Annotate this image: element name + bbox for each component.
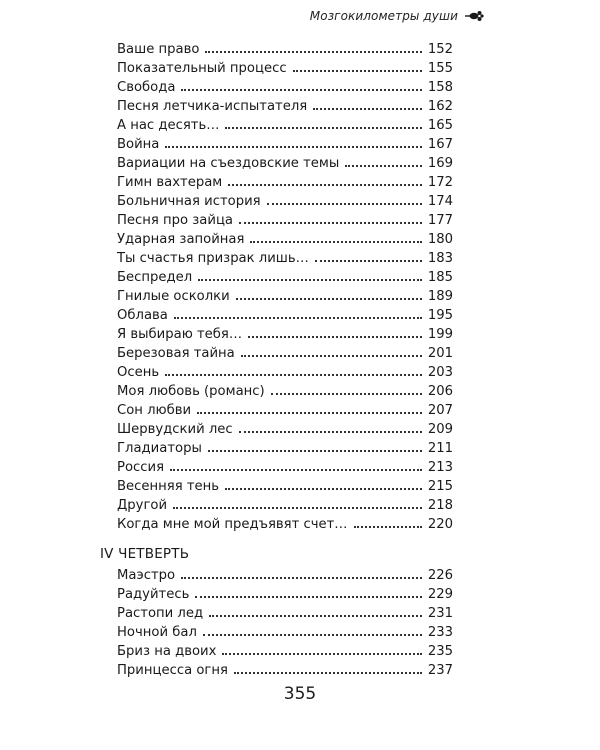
dot-leader [250, 241, 421, 243]
section-heading: IV ЧЕТВЕРТЬ [100, 546, 190, 562]
toc-entry-page: 229 [427, 587, 453, 602]
toc-entry-page: 174 [427, 194, 453, 209]
toc-entry-title: Шервудский лес [117, 422, 233, 437]
toc-entry-page: 152 [427, 42, 453, 57]
toc-entry-page: 213 [427, 460, 453, 475]
page-number: 355 [283, 684, 317, 704]
toc-entry[interactable] [117, 602, 453, 621]
toc-entry[interactable] [117, 456, 453, 475]
toc-entry[interactable] [117, 475, 453, 494]
toc-entry-page: 155 [427, 61, 453, 76]
toc-entry-page: 220 [427, 517, 453, 532]
toc-entry-page: 233 [427, 625, 453, 640]
toc-entry-title: Песня про зайца [117, 213, 234, 228]
toc-entry[interactable] [117, 323, 453, 342]
running-head-title: Мозгокилометры души [309, 9, 458, 23]
dot-leader [239, 431, 422, 433]
dot-leader [173, 507, 422, 509]
toc-entry[interactable] [117, 209, 453, 228]
toc-entry[interactable] [117, 38, 453, 57]
toc-entry-title: Принцесса огня [117, 663, 228, 678]
toc-entry[interactable] [117, 418, 453, 437]
toc-entry-title: Ты счастья призрак лишь… [117, 251, 309, 266]
dot-leader [165, 146, 421, 148]
toc-entry-page: 211 [427, 441, 453, 456]
toc-entry-title: Ночной бал [117, 625, 197, 640]
dot-leader [181, 577, 422, 579]
dot-leader [181, 89, 421, 91]
toc-entry[interactable] [117, 266, 453, 285]
dot-leader [293, 70, 422, 72]
dot-leader [170, 469, 422, 471]
toc-entry[interactable] [117, 361, 453, 380]
toc-entry-page: 183 [427, 251, 453, 266]
toc-entry-title: Сон любви [117, 403, 192, 418]
toc-entry-title: Гнилые осколки [117, 289, 230, 304]
toc-entry[interactable] [117, 247, 453, 266]
toc-entry-title: Растопи лед [117, 606, 204, 621]
toc-entry-title: Показательный процесс [117, 61, 287, 76]
toc-entry-page: 180 [427, 232, 453, 247]
toc-entry-page: 169 [427, 156, 453, 171]
toc-entry[interactable] [117, 399, 453, 418]
toc-entry-title: Свобода [117, 80, 176, 95]
section-contents [117, 564, 453, 678]
toc-entry-page: 203 [427, 365, 453, 380]
dot-leader [198, 279, 422, 281]
dot-leader [345, 165, 422, 167]
dot-leader [205, 51, 421, 53]
toc-entry-page: 158 [427, 80, 453, 95]
toc-entry[interactable] [117, 304, 453, 323]
toc-entry-title: Больничная история [117, 194, 261, 209]
toc-entry-page: 167 [427, 137, 453, 152]
toc-entry-title: Маэстро [117, 568, 176, 583]
toc-entry-title: Моя любовь (романс) [117, 384, 265, 399]
toc-entry[interactable] [117, 171, 453, 190]
toc-entry-page: 199 [427, 327, 453, 342]
dot-leader [228, 184, 422, 186]
toc-entry-page: 189 [427, 289, 453, 304]
dot-leader [239, 222, 422, 224]
dot-leader [234, 672, 422, 674]
dot-leader [313, 108, 422, 110]
toc-entry-page: 218 [427, 498, 453, 513]
dot-leader [195, 596, 421, 598]
toc-entry-page: 177 [427, 213, 453, 228]
toc-entry[interactable] [117, 513, 453, 532]
toc-entry[interactable] [117, 621, 453, 640]
toc-entry[interactable] [117, 76, 453, 95]
toc-entry-title: Россия [117, 460, 165, 475]
dot-leader [225, 488, 422, 490]
toc-entry[interactable] [117, 494, 453, 513]
toc-entry-page: 165 [427, 118, 453, 133]
fleuron-icon [464, 9, 484, 23]
toc-entry-title: Другой [117, 498, 168, 513]
toc-entry-page: 215 [427, 479, 453, 494]
toc-entry[interactable] [117, 95, 453, 114]
toc-entry-title: Ударная запойная [117, 232, 245, 247]
toc-entry[interactable] [117, 437, 453, 456]
dot-leader [222, 653, 421, 655]
toc-entry-title: Радуйтесь [117, 587, 190, 602]
toc-entry-page: 185 [427, 270, 453, 285]
toc-entry-title: Березовая тайна [117, 346, 235, 361]
dot-leader [208, 450, 422, 452]
dot-leader [267, 203, 422, 205]
toc-entry[interactable] [117, 380, 453, 399]
dot-leader [165, 374, 422, 376]
toc-entry-title: Когда мне мой предъявят счет… [117, 517, 348, 532]
toc-entry[interactable] [117, 583, 453, 602]
dot-leader [271, 393, 422, 395]
toc-entry-title: Вариации на съездовские темы [117, 156, 340, 171]
toc-entry-title: Война [117, 137, 160, 152]
toc-entry[interactable] [117, 114, 453, 133]
table-of-contents [117, 38, 453, 532]
toc-entry-page: 226 [427, 568, 453, 583]
dot-leader [225, 127, 421, 129]
toc-entry-page: 209 [427, 422, 453, 437]
toc-entry-page: 235 [427, 644, 453, 659]
toc-entry-page: 231 [427, 606, 453, 621]
dot-leader [315, 260, 422, 262]
toc-entry-title: Весенняя тень [117, 479, 220, 494]
toc-entry[interactable] [117, 285, 453, 304]
dot-leader [197, 412, 422, 414]
toc-entry[interactable] [117, 133, 453, 152]
toc-entry-page: 162 [427, 99, 453, 114]
toc-entry[interactable] [117, 659, 453, 678]
toc-entry[interactable] [117, 57, 453, 76]
toc-entry-title: Бриз на двоих [117, 644, 217, 659]
dot-leader [248, 336, 422, 338]
toc-entry-title: А нас десять… [117, 118, 220, 133]
dot-leader [174, 317, 422, 319]
toc-entry-title: Гладиаторы [117, 441, 202, 456]
toc-entry[interactable] [117, 228, 453, 247]
toc-entry-page: 172 [427, 175, 453, 190]
dot-leader [203, 634, 422, 636]
toc-entry-page: 195 [427, 308, 453, 323]
toc-entry-page: 201 [427, 346, 453, 361]
dot-leader [354, 526, 422, 528]
dot-leader [236, 298, 422, 300]
toc-entry-title: Беспредел [117, 270, 193, 285]
toc-entry[interactable] [117, 342, 453, 361]
toc-entry-title: Облава [117, 308, 168, 323]
toc-entry-title: Гимн вахтерам [117, 175, 223, 190]
toc-entry-page: 207 [427, 403, 453, 418]
toc-entry[interactable] [117, 190, 453, 209]
toc-entry-page: 206 [427, 384, 453, 399]
toc-entry[interactable] [117, 640, 453, 659]
dot-leader [209, 615, 422, 617]
dot-leader [241, 355, 422, 357]
toc-entry-title: Ваше право [117, 42, 200, 57]
toc-entry[interactable] [117, 152, 453, 171]
toc-entry-title: Осень [117, 365, 160, 380]
toc-entry-page: 237 [427, 663, 453, 678]
toc-entry[interactable] [117, 564, 453, 583]
toc-entry-title: Я выбираю тебя… [117, 327, 243, 342]
toc-entry-title: Песня летчика-испытателя [117, 99, 308, 114]
